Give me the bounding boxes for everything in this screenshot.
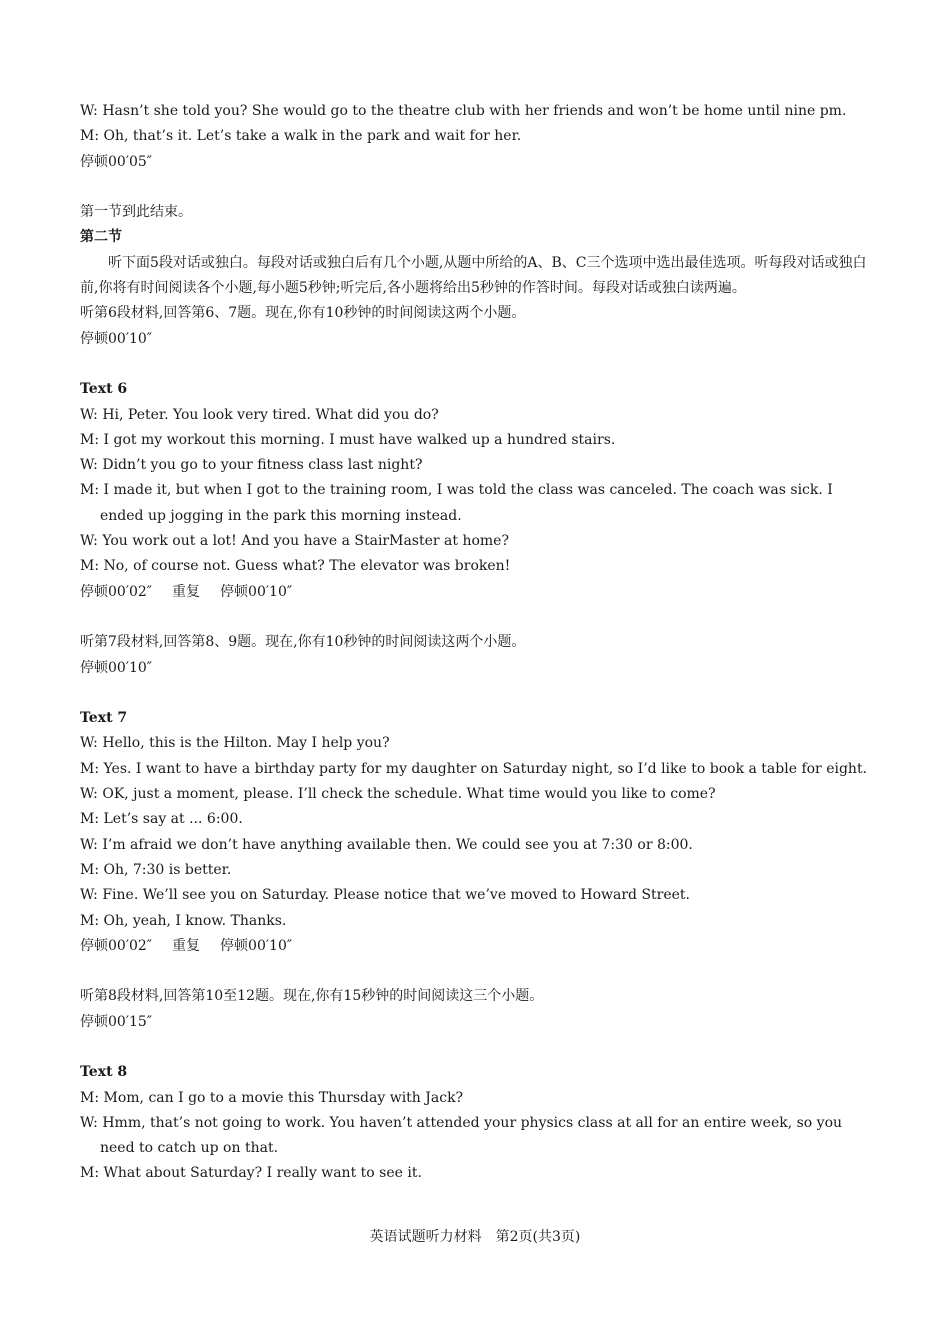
dialogue-line: W: Hello, this is the Hilton. May I help you? [80,735,390,752]
dialogue-line: M: Oh, 7:30 is better. [80,861,232,878]
text8-title: Text 8 [80,1064,128,1081]
repeat-marker: 重复 [172,937,201,954]
pause-marker: 停顿00′05″ [80,153,153,170]
dialogue-line: W: Hasn’t she told you? She would go to the theatre club with her friends and won’t be home until nine pm. [80,103,847,119]
dialogue-line: M: Oh, that’s it. Let’s take a walk in the park and wait for her. [80,128,522,145]
section2-heading: 第二节 [80,229,122,246]
dialogue-line: M: Oh, yeah, I know. Thanks. [80,912,287,929]
pause-repeat-row [80,580,875,605]
text7-intro: 听第7段材料,回答第8、9题。现在,你有10秒钟的时间阅读这两个小题。 [80,634,526,651]
dialogue-line: W: I’m afraid we don’t have anything available then. We could see you at 7:30 or 8:00. [80,836,693,853]
pause-marker: 停顿00′10″ [80,659,153,676]
text8-intro: 听第8段材料,回答第10至12题。现在,你有15秒钟的时间阅读这三个小题。 [80,988,544,1005]
text6-intro: 听第6段材料,回答第6、7题。现在,你有10秒钟的时间阅读这两个小题。 [80,305,526,322]
section2-instructions: 听下面5段对话或独白。每段对话或独白后有几个小题,从题中所给的A、B、C三个选项中选出最佳选项。听每段对话或独白前,你将有时间阅读各个小题,每小题5秒钟;听完后,各小题将给出5秒钟的作答时间。每段对话或独白读两遍。 [80,254,867,297]
dialogue-line: W: Fine. We’ll see you on Saturday. Please notice that we’ve moved to Howard Street. [80,887,691,904]
text7-title: Text 7 [80,710,128,727]
text6-title: Text 6 [80,381,128,398]
dialogue-line: W: Didn’t you go to your fitness class last night? [80,457,423,474]
pause-marker: 停顿00′15″ [80,1013,153,1030]
dialogue-line: M: Yes. I want to have a birthday party for my daughter on Saturday night, so I’d like to book a table for eight. [80,760,868,777]
dialogue-line: W: You work out a lot! And you have a StairMaster at home? [80,533,509,550]
dialogue-line: M: I got my workout this morning. I must have walked up a hundred stairs. [80,431,616,448]
pause-marker: 停顿00′02″ [80,937,153,954]
pause-marker: 停顿00′10″ [220,583,293,600]
document-body [80,99,875,1187]
dialogue-line: W: Hmm, that’s not going to work. You haven’t attended your physics class at all for an entire week, so you need to catch up on that. [80,1114,843,1157]
pause-marker: 停顿00′02″ [80,583,153,600]
dialogue-line: W: Hi, Peter. You look very tired. What did you do? [80,406,439,423]
pause-repeat-row [80,934,875,959]
dialogue-line: M: No, of course not. Guess what? The elevator was broken! [80,558,511,575]
pause-marker: 停顿00′10″ [220,937,293,954]
repeat-marker: 重复 [172,583,201,600]
dialogue-line: W: OK, just a moment, please. I’ll check the schedule. What time would you like to come? [80,786,716,803]
dialogue-line: M: I made it, but when I got to the training room, I was told the class was canceled. The coach was sick. I ended up jogging in the park this morning instead. [80,482,833,524]
dialogue-line: M: Mom, can I go to a movie this Thursday with Jack? [80,1089,464,1106]
page-footer: 英语试题听力材料 第2页(共3页) [369,1229,581,1245]
dialogue-line: M: What about Saturday? I really want to see it. [80,1165,422,1182]
section1-end: 第一节到此结束。 [80,204,192,221]
dialogue-line: M: Let’s say at ... 6:00. [80,811,243,828]
pause-marker: 停顿00′10″ [80,330,153,347]
